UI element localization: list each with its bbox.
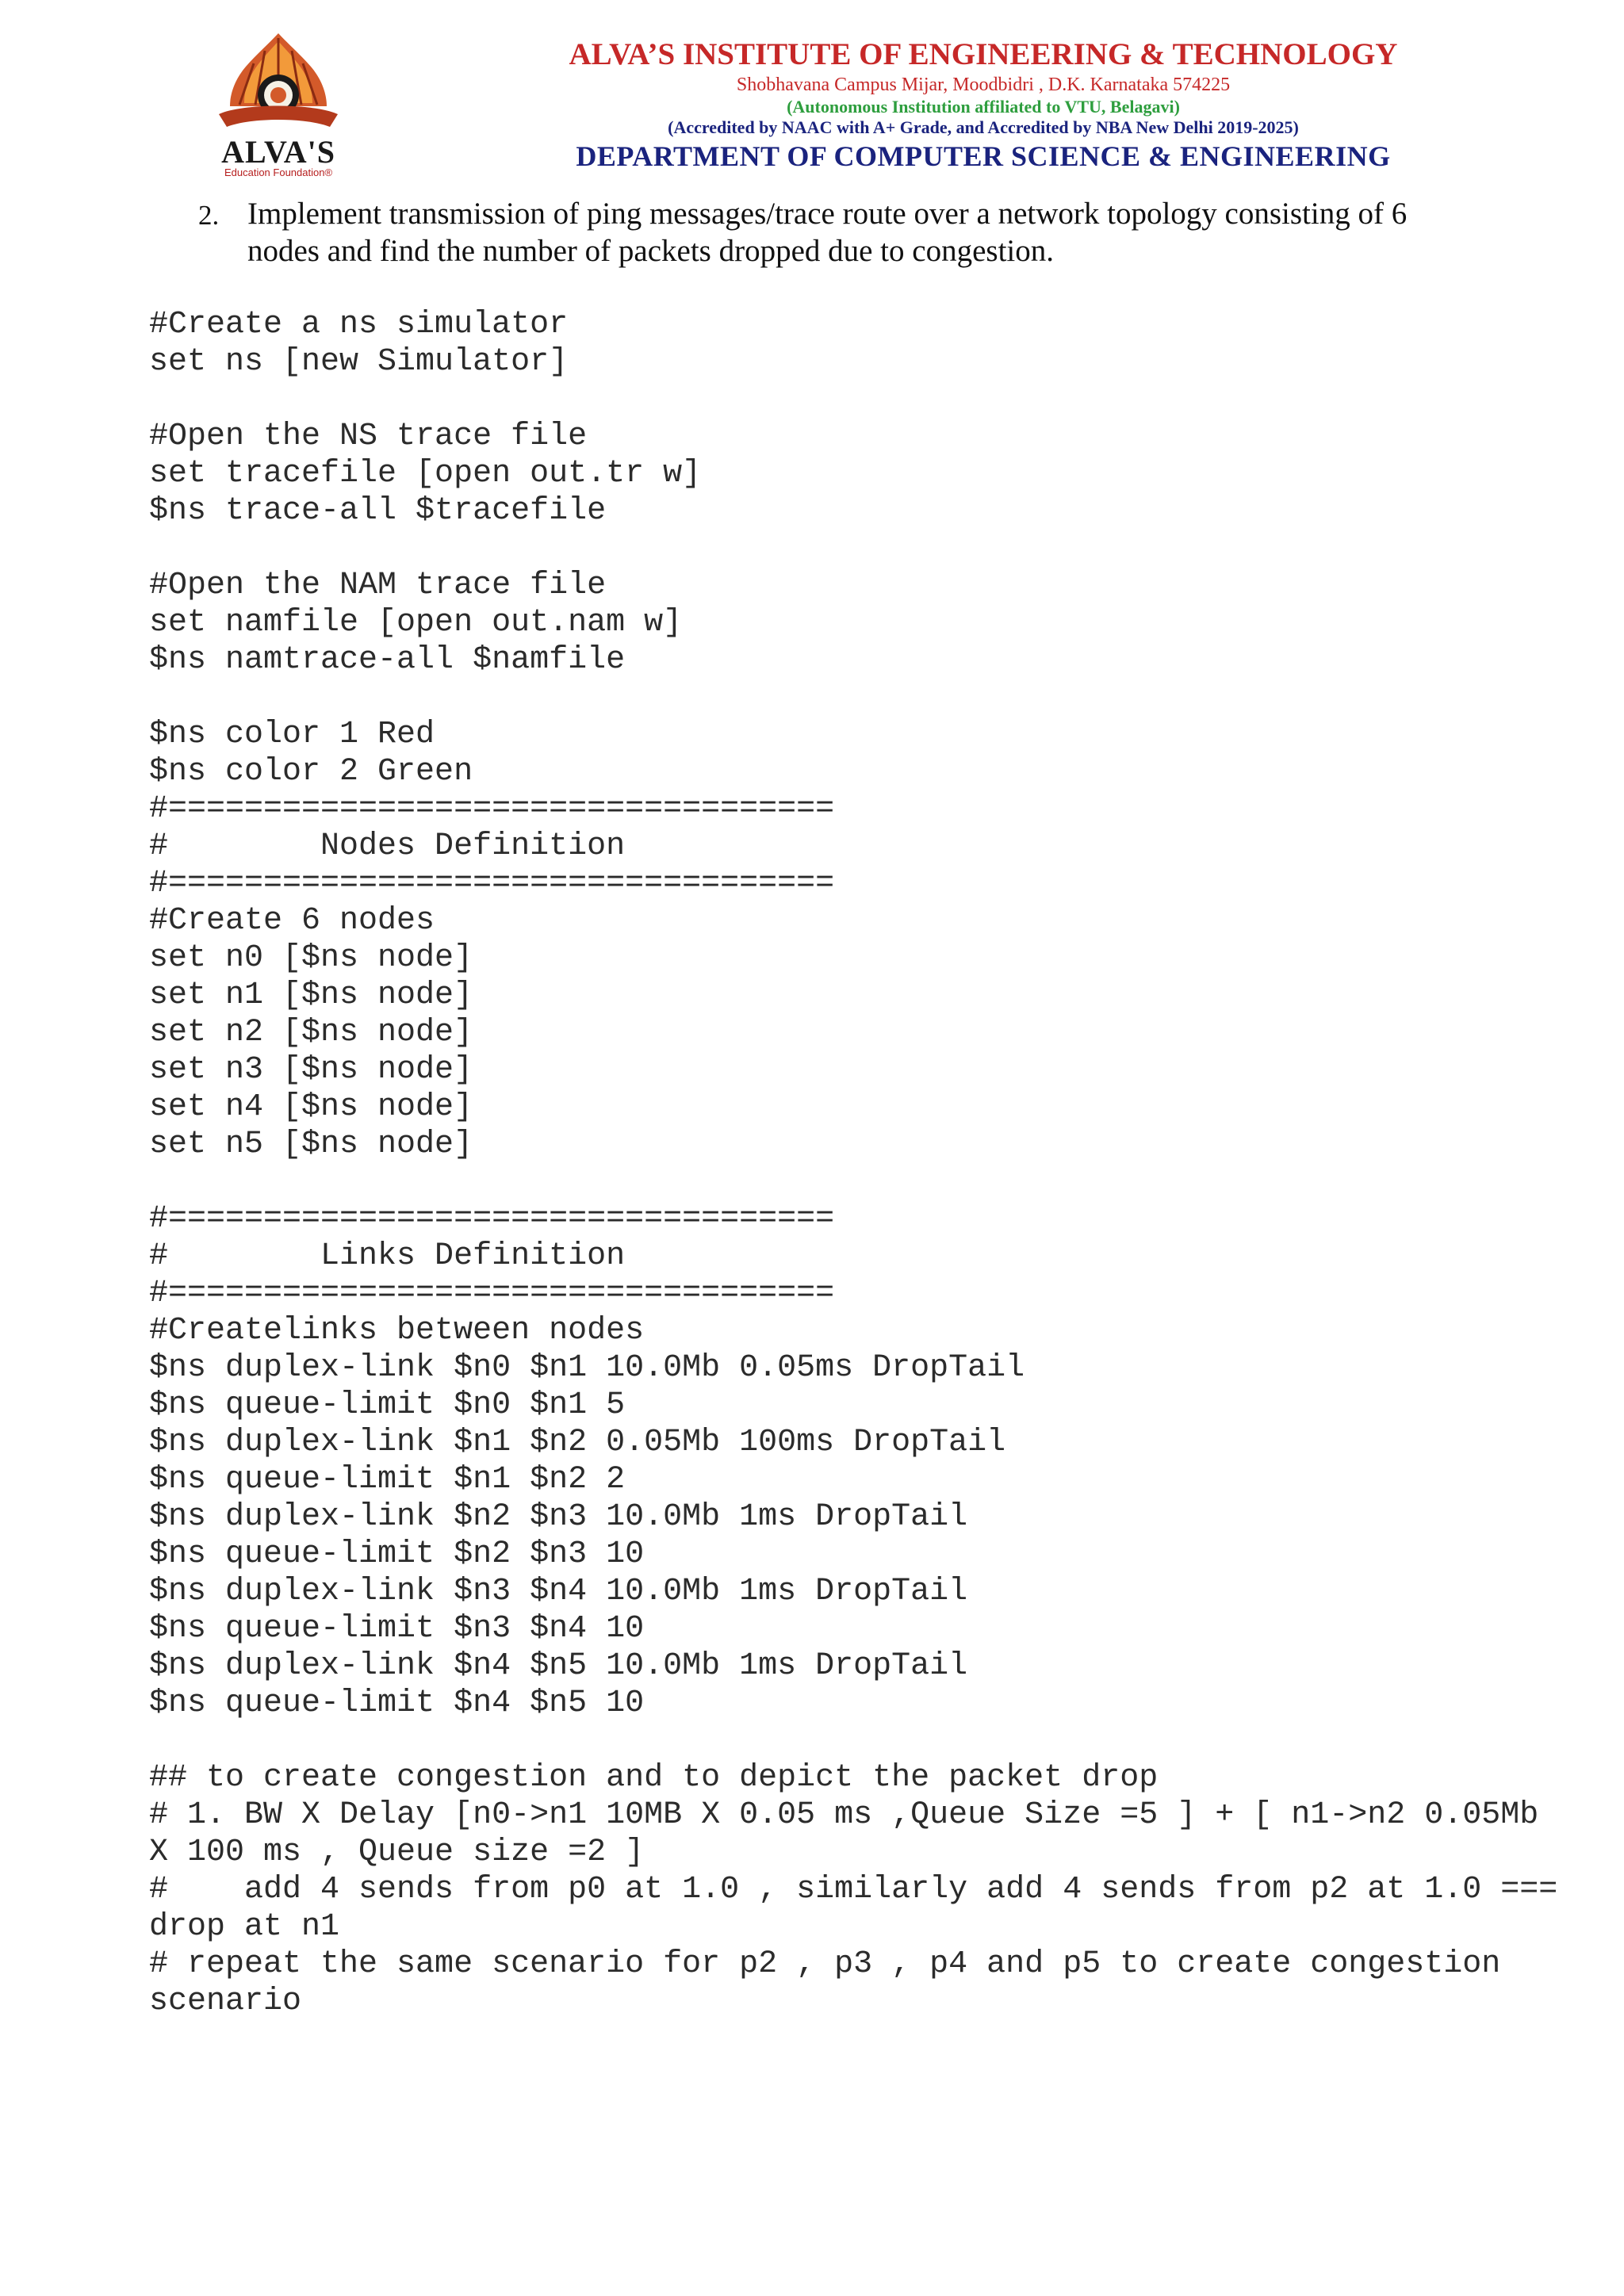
code-line: $ns color 1 Red: [149, 717, 435, 752]
code-line: #===================================: [149, 1201, 835, 1237]
institute-logo: [187, 27, 370, 186]
code-line: set n4 [$ns node]: [149, 1089, 473, 1125]
code-line: $ns duplex-link $n1 $n2 0.05Mb 100ms DropTail: [149, 1425, 1006, 1460]
code-line: set n0 [$ns node]: [149, 940, 473, 976]
question-text: Implement transmission of ping messages/trace route over a network topology consisting of 6 nodes and find the number of packets dropped due to congestion.: [247, 197, 1408, 268]
code-line: [149, 679, 1561, 716]
code-line: [149, 1722, 1561, 1759]
code-line: $ns trace-all $tracefile: [149, 493, 607, 529]
institute-address: Shobhavana Campus Mijar, Moodbidri , D.K. Karnataka 574225: [736, 75, 1231, 95]
code-listing: [149, 306, 1577, 2020]
code-line: set ns [new Simulator]: [149, 344, 569, 380]
code-line: #Create a ns simulator: [149, 307, 569, 342]
code-line: $ns color 2 Green: [149, 754, 473, 790]
code-line: set n3 [$ns node]: [149, 1052, 473, 1088]
code-line: $ns queue-limit $n4 $n5 10: [149, 1686, 645, 1721]
question-number: 2.: [198, 200, 220, 231]
code-line: #===================================: [149, 866, 835, 901]
code-line: set n1 [$ns node]: [149, 978, 473, 1013]
code-line: $ns duplex-link $n2 $n3 10.0Mb 1ms DropTail: [149, 1499, 968, 1535]
code-line: # repeat the same scenario for p2 , p3 , p4 and p5 to create congestion scenario: [149, 1946, 1520, 2019]
code-line: #Open the NAM trace file: [149, 568, 607, 603]
code-line: # add 4 sends from p0 at 1.0 , similarly add 4 sends from p2 at 1.0 === drop at n1: [149, 1872, 1577, 1945]
code-line: $ns duplex-link $n3 $n4 10.0Mb 1ms DropTail: [149, 1574, 968, 1609]
department-name: DEPARTMENT OF COMPUTER SCIENCE & ENGINEERING: [576, 140, 1391, 172]
code-line: ## to create congestion and to depict the packet drop: [149, 1760, 1159, 1796]
code-line: # Nodes Definition: [149, 828, 626, 864]
code-line: [149, 1163, 1561, 1200]
code-line: #Create 6 nodes: [149, 903, 435, 939]
code-line: $ns duplex-link $n0 $n1 10.0Mb 0.05ms DropTail: [149, 1350, 1025, 1386]
institute-name: ALVA’S INSTITUTE OF ENGINEERING & TECHNOLOGY: [569, 37, 1398, 71]
code-line: set n2 [$ns node]: [149, 1015, 473, 1050]
logo-tagline: Education Foundation®: [224, 166, 333, 178]
code-line: # Links Definition: [149, 1238, 626, 1274]
code-line: set n5 [$ns node]: [149, 1127, 473, 1162]
code-line: $ns queue-limit $n0 $n1 5: [149, 1387, 626, 1423]
code-line: set namfile [open out.nam w]: [149, 605, 683, 641]
code-line: set tracefile [open out.tr w]: [149, 456, 702, 492]
code-line: $ns queue-limit $n1 $n2 2: [149, 1462, 626, 1498]
code-line: #===================================: [149, 791, 835, 827]
accreditation-note: (Accredited by NAAC with A+ Grade, and Accredited by NBA New Delhi 2019-2025): [668, 117, 1299, 137]
code-line: $ns namtrace-all $namfile: [149, 642, 626, 678]
code-line: #===================================: [149, 1276, 835, 1311]
logo-wordmark: ALVA'S: [221, 134, 335, 170]
autonomous-note: (Autonomous Institution affiliated to VTU, Belagavi): [787, 97, 1180, 117]
code-line: $ns queue-limit $n2 $n3 10: [149, 1536, 645, 1572]
code-line: [149, 530, 1561, 567]
alvas-emblem-icon: [187, 27, 370, 133]
code-line: $ns queue-limit $n3 $n4 10: [149, 1611, 645, 1647]
code-line: $ns duplex-link $n4 $n5 10.0Mb 1ms DropTail: [149, 1648, 968, 1684]
code-line: #Createlinks between nodes: [149, 1313, 645, 1349]
code-line: #Open the NS trace file: [149, 419, 588, 454]
code-line: [149, 381, 1561, 418]
code-line: # 1. BW X Delay [n0->n1 10MB X 0.05 ms ,Queue Size =5 ] + [ n1->n2 0.05Mb X 100 ms , Queue size =2 ]: [149, 1797, 1558, 1870]
